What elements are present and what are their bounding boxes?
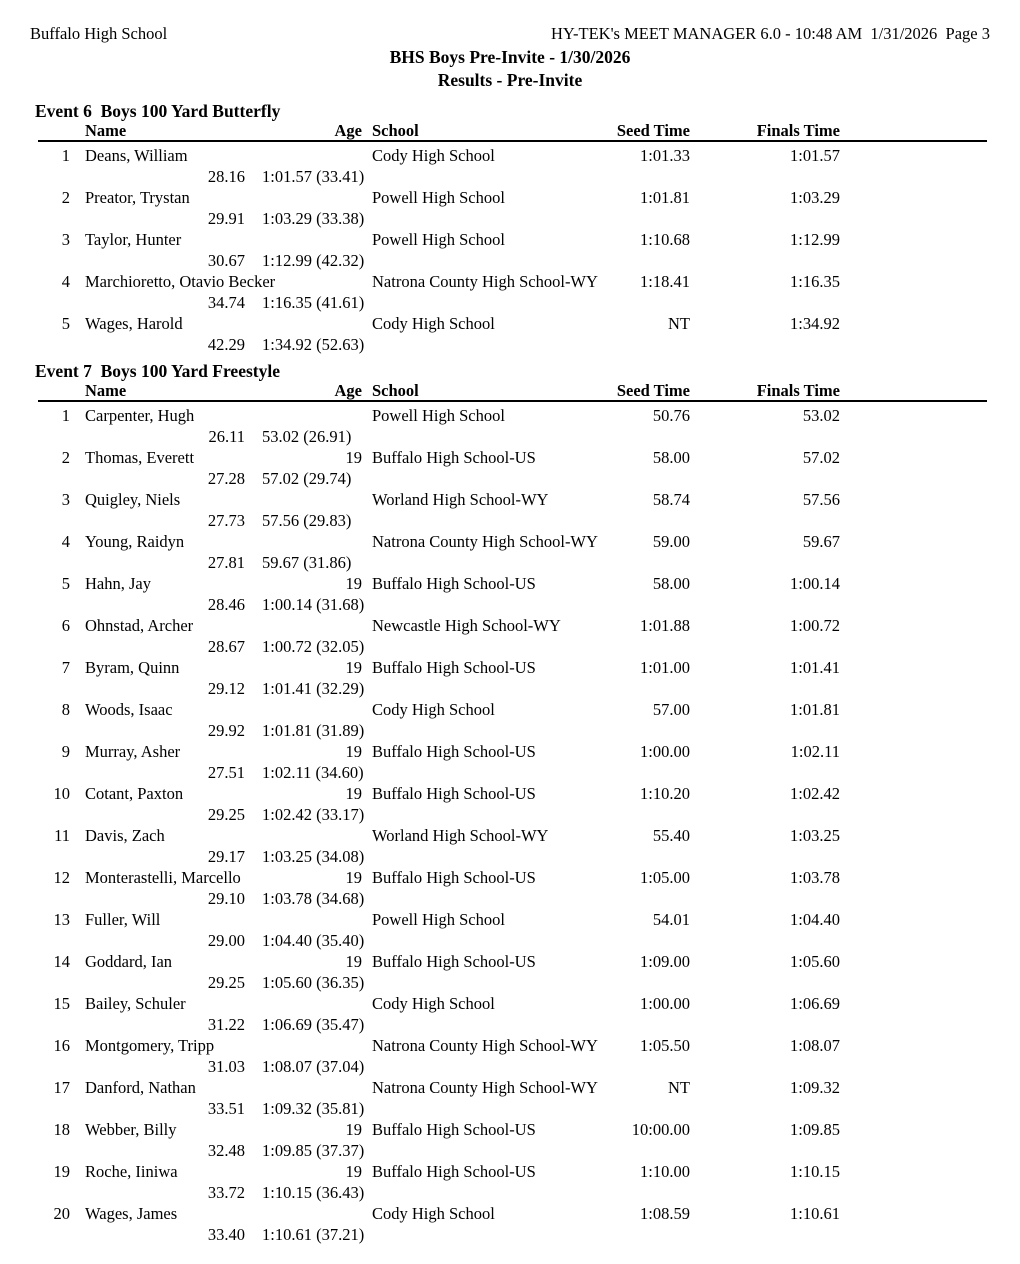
col-header-age: Age (334, 121, 362, 140)
place-cell: 3 (61, 490, 70, 509)
age-cell: 19 (345, 448, 362, 467)
result-row (0, 405, 1020, 426)
split-100: 1:03.29 (33.38) (262, 209, 365, 228)
place-cell: 19 (53, 1162, 70, 1181)
seed-time: 1:01.33 (640, 146, 690, 165)
swimmer-name: Hahn, Jay (85, 574, 151, 593)
swimmer-name: Cotant, Paxton (85, 784, 184, 803)
place-cell: 15 (53, 994, 70, 1013)
swimmer-name: Carpenter, Hugh (85, 406, 195, 425)
split-50: 29.10 (207, 889, 245, 908)
splits-row (0, 292, 1020, 313)
finals-time: 1:04.40 (790, 910, 840, 929)
splits-row (0, 1056, 1020, 1077)
split-50: 29.91 (207, 209, 245, 228)
place-cell: 12 (53, 868, 70, 887)
split-100: 1:03.25 (34.08) (262, 847, 365, 866)
place-cell: 4 (61, 532, 70, 551)
school-cell: Cody High School (372, 146, 495, 165)
splits-row (0, 930, 1020, 951)
seed-time: 58.74 (652, 490, 690, 509)
seed-time: 1:05.50 (640, 1036, 690, 1055)
split-50: 29.25 (207, 805, 245, 824)
splits-row (0, 762, 1020, 783)
result-row (0, 993, 1020, 1014)
school-cell: Buffalo High School-US (372, 742, 536, 761)
result-row (0, 615, 1020, 636)
school-cell: Natrona County High School-WY (372, 532, 598, 551)
result-row (0, 531, 1020, 552)
finals-time: 1:10.15 (790, 1162, 840, 1181)
split-50: 31.22 (207, 1015, 245, 1034)
splits-row (0, 552, 1020, 573)
split-100: 1:01.41 (32.29) (262, 679, 365, 698)
split-100: 1:16.35 (41.61) (262, 293, 365, 312)
school-cell: Natrona County High School-WY (372, 272, 598, 291)
splits-row (0, 1224, 1020, 1245)
finals-time: 53.02 (802, 406, 840, 425)
split-50: 26.11 (208, 427, 245, 446)
event-6-section (0, 100, 1020, 355)
place-cell: 6 (61, 616, 70, 635)
school-cell: Natrona County High School-WY (372, 1078, 598, 1097)
result-row (0, 187, 1020, 208)
split-100: 1:04.40 (35.40) (262, 931, 365, 950)
split-100: 1:01.81 (31.89) (262, 721, 365, 740)
seed-time: 1:18.41 (640, 272, 690, 291)
swimmer-name: Bailey, Schuler (85, 994, 186, 1013)
splits-row (0, 250, 1020, 271)
col-header-seed: Seed Time (616, 381, 690, 400)
splits-row (0, 334, 1020, 355)
split-50: 29.25 (207, 973, 245, 992)
finals-time: 1:09.85 (790, 1120, 840, 1139)
split-50: 29.92 (207, 721, 245, 740)
split-50: 33.51 (207, 1099, 245, 1118)
place-cell: 5 (61, 314, 70, 333)
place-cell: 8 (61, 700, 70, 719)
col-header-school: School (372, 381, 419, 400)
swimmer-name: Preator, Trystan (85, 188, 190, 207)
place-cell: 1 (61, 406, 70, 425)
splits-row (0, 636, 1020, 657)
split-50: 27.73 (207, 511, 245, 530)
split-100: 1:06.69 (35.47) (262, 1015, 365, 1034)
place-cell: 14 (53, 952, 70, 971)
splits-row (0, 1014, 1020, 1035)
age-cell: 19 (345, 1162, 362, 1181)
event-title: Event 6 Boys 100 Yard Butterfly (35, 101, 281, 121)
result-row (0, 1077, 1020, 1098)
swimmer-name: Fuller, Will (85, 910, 161, 929)
swimmer-name: Murray, Asher (85, 742, 181, 761)
result-row (0, 1203, 1020, 1224)
splits-row (0, 888, 1020, 909)
split-50: 28.16 (207, 167, 245, 186)
splits-row (0, 594, 1020, 615)
finals-time: 1:03.25 (790, 826, 840, 845)
place-cell: 17 (53, 1078, 70, 1097)
finals-time: 1:00.72 (790, 616, 840, 635)
swimmer-name: Webber, Billy (85, 1120, 177, 1139)
finals-time: 1:08.07 (790, 1036, 840, 1055)
split-100: 1:03.78 (34.68) (262, 889, 365, 908)
result-row (0, 867, 1020, 888)
age-cell: 19 (345, 574, 362, 593)
split-100: 1:10.61 (37.21) (262, 1225, 365, 1244)
split-100: 1:34.92 (52.63) (262, 335, 365, 354)
splits-row (0, 804, 1020, 825)
finals-time: 1:01.81 (790, 700, 840, 719)
split-100: 1:00.72 (32.05) (262, 637, 365, 656)
school-cell: Buffalo High School-US (372, 952, 536, 971)
school-cell: Powell High School (372, 230, 505, 249)
result-row (0, 699, 1020, 720)
header-rule (38, 140, 987, 142)
result-row (0, 573, 1020, 594)
school-cell: Worland High School-WY (372, 826, 549, 845)
col-header-name: Name (85, 381, 127, 400)
seed-time: 1:01.00 (640, 658, 690, 677)
split-50: 28.46 (207, 595, 245, 614)
result-row (0, 313, 1020, 334)
finals-time: 1:05.60 (790, 952, 840, 971)
school-cell: Cody High School (372, 1204, 495, 1223)
split-50: 34.74 (207, 293, 245, 312)
swimmer-name: Ohnstad, Archer (85, 616, 194, 635)
swimmer-name: Thomas, Everett (85, 448, 195, 467)
age-cell: 19 (345, 742, 362, 761)
split-100: 53.02 (26.91) (262, 427, 352, 446)
seed-time: 1:01.88 (640, 616, 690, 635)
split-100: 1:10.15 (36.43) (262, 1183, 365, 1202)
seed-time: 1:10.68 (640, 230, 690, 249)
seed-time: 1:00.00 (640, 994, 690, 1013)
swimmer-name: Montgomery, Tripp (85, 1036, 215, 1055)
split-100: 1:02.42 (33.17) (262, 805, 365, 824)
swimmer-name: Davis, Zach (85, 826, 165, 845)
finals-time: 1:10.61 (790, 1204, 840, 1223)
age-cell: 19 (345, 868, 362, 887)
place-cell: 3 (61, 230, 70, 249)
splits-row (0, 972, 1020, 993)
seed-time: 1:09.00 (640, 952, 690, 971)
result-row (0, 1035, 1020, 1056)
split-50: 27.51 (207, 763, 245, 782)
finals-time: 1:34.92 (790, 314, 840, 333)
seed-time: 57.00 (652, 700, 690, 719)
result-row (0, 657, 1020, 678)
finals-time: 1:03.78 (790, 868, 840, 887)
splits-row (0, 1140, 1020, 1161)
split-100: 1:09.85 (37.37) (262, 1141, 365, 1160)
seed-time: NT (668, 314, 690, 333)
place-cell: 16 (53, 1036, 70, 1055)
result-row (0, 909, 1020, 930)
school-cell: Newcastle High School-WY (372, 616, 561, 635)
splits-row (0, 1098, 1020, 1119)
place-cell: 13 (53, 910, 70, 929)
results-rows (0, 405, 1020, 1245)
finals-time: 1:09.32 (790, 1078, 840, 1097)
seed-time: 10:00.00 (631, 1120, 690, 1139)
seed-time: 1:00.00 (640, 742, 690, 761)
swimmer-name: Roche, Iiniwa (85, 1162, 178, 1181)
split-50: 29.00 (207, 931, 245, 950)
result-row (0, 271, 1020, 292)
finals-time: 57.56 (802, 490, 840, 509)
results-rows (0, 145, 1020, 355)
place-cell: 10 (53, 784, 70, 803)
swimmer-name: Byram, Quinn (85, 658, 180, 677)
splits-row (0, 468, 1020, 489)
age-cell: 19 (345, 952, 362, 971)
place-cell: 2 (61, 188, 70, 207)
school-cell: Buffalo High School-US (372, 784, 536, 803)
finals-time: 1:01.57 (790, 146, 840, 165)
finals-time: 1:03.29 (790, 188, 840, 207)
seed-time: 1:10.20 (640, 784, 690, 803)
school-cell: Powell High School (372, 406, 505, 425)
result-row (0, 1119, 1020, 1140)
split-50: 27.81 (207, 553, 245, 572)
finals-time: 59.67 (802, 532, 840, 551)
seed-time: 59.00 (652, 532, 690, 551)
split-50: 32.48 (207, 1141, 245, 1160)
seed-time: 1:10.00 (640, 1162, 690, 1181)
swimmer-name: Monterastelli, Marcello (85, 868, 241, 887)
finals-time: 57.02 (802, 448, 840, 467)
place-cell: 5 (61, 574, 70, 593)
finals-time: 1:02.42 (790, 784, 840, 803)
splits-row (0, 678, 1020, 699)
swimmer-name: Goddard, Ian (85, 952, 173, 971)
seed-time: 1:08.59 (640, 1204, 690, 1223)
split-100: 1:00.14 (31.68) (262, 595, 365, 614)
age-cell: 19 (345, 784, 362, 803)
result-row (0, 447, 1020, 468)
result-row (0, 145, 1020, 166)
split-100: 59.67 (31.86) (262, 553, 352, 572)
split-50: 27.28 (207, 469, 245, 488)
split-50: 33.40 (207, 1225, 245, 1244)
seed-time: NT (668, 1078, 690, 1097)
split-50: 33.72 (207, 1183, 245, 1202)
splits-row (0, 166, 1020, 187)
result-row (0, 1161, 1020, 1182)
place-cell: 11 (54, 826, 70, 845)
place-cell: 9 (61, 742, 70, 761)
place-cell: 18 (53, 1120, 70, 1139)
swimmer-name: Wages, James (85, 1204, 178, 1223)
finals-time: 1:00.14 (790, 574, 840, 593)
report-title: Results - Pre-Invite (437, 70, 583, 90)
col-header-seed: Seed Time (616, 121, 690, 140)
split-50: 29.17 (207, 847, 245, 866)
swimmer-name: Young, Raidyn (85, 532, 185, 551)
split-100: 57.02 (29.74) (262, 469, 352, 488)
split-50: 31.03 (207, 1057, 245, 1076)
school-cell: Powell High School (372, 910, 505, 929)
split-100: 57.56 (29.83) (262, 511, 352, 530)
place-cell: 4 (61, 272, 70, 291)
place-cell: 2 (61, 448, 70, 467)
meet-title: BHS Boys Pre-Invite - 1/30/2026 (389, 47, 631, 67)
swimmer-name: Danford, Nathan (85, 1078, 196, 1097)
seed-time: 54.01 (652, 910, 690, 929)
finals-time: 1:16.35 (790, 272, 840, 291)
finals-time: 1:12.99 (790, 230, 840, 249)
result-row (0, 951, 1020, 972)
result-row (0, 825, 1020, 846)
split-50: 29.12 (207, 679, 245, 698)
school-cell: Buffalo High School-US (372, 574, 536, 593)
splits-row (0, 1182, 1020, 1203)
col-header-age: Age (334, 381, 362, 400)
swimmer-name: Deans, William (85, 146, 188, 165)
school-cell: Natrona County High School-WY (372, 1036, 598, 1055)
seed-time: 58.00 (652, 448, 690, 467)
swimmer-name: Woods, Isaac (85, 700, 173, 719)
swimmer-name: Wages, Harold (85, 314, 183, 333)
seed-time: 1:05.00 (640, 868, 690, 887)
event-title: Event 7 Boys 100 Yard Freestyle (35, 361, 280, 381)
column-header-row (0, 382, 1020, 400)
place-cell: 7 (61, 658, 70, 677)
split-50: 28.67 (207, 637, 245, 656)
place-cell: 20 (53, 1204, 70, 1223)
school-cell: Cody High School (372, 994, 495, 1013)
school-cell: Buffalo High School-US (372, 658, 536, 677)
finals-time: 1:01.41 (790, 658, 840, 677)
school-cell: Cody High School (372, 700, 495, 719)
splits-row (0, 510, 1020, 531)
col-header-finals: Finals Time (756, 381, 840, 400)
place-cell: 1 (61, 146, 70, 165)
seed-time: 50.76 (652, 406, 690, 425)
col-header-name: Name (85, 121, 127, 140)
split-50: 30.67 (207, 251, 245, 270)
result-row (0, 783, 1020, 804)
event-7-section (0, 360, 1020, 1245)
school-cell: Worland High School-WY (372, 490, 549, 509)
col-header-finals: Finals Time (756, 121, 840, 140)
split-100: 1:09.32 (35.81) (262, 1099, 365, 1118)
swimmer-name: Quigley, Niels (85, 490, 181, 509)
splits-row (0, 208, 1020, 229)
school-cell: Cody High School (372, 314, 495, 333)
result-row (0, 741, 1020, 762)
split-100: 1:05.60 (36.35) (262, 973, 365, 992)
result-row (0, 489, 1020, 510)
software-credit: HY-TEK's MEET MANAGER 6.0 - 10:48 AM 1/31/2026 Page 3 (551, 24, 990, 43)
split-100: 1:08.07 (37.04) (262, 1057, 365, 1076)
splits-row (0, 426, 1020, 447)
seed-time: 1:01.81 (640, 188, 690, 207)
school-cell: Buffalo High School-US (372, 1162, 536, 1181)
result-row (0, 229, 1020, 250)
split-100: 1:12.99 (42.32) (262, 251, 365, 270)
school-cell: Buffalo High School-US (372, 868, 536, 887)
finals-time: 1:02.11 (790, 742, 840, 761)
school-cell: Buffalo High School-US (372, 1120, 536, 1139)
split-50: 42.29 (207, 335, 245, 354)
header-rule (38, 400, 987, 402)
swimmer-name: Marchioretto, Otavio Becker (85, 272, 276, 291)
swimmer-name: Taylor, Hunter (85, 230, 182, 249)
split-100: 1:02.11 (34.60) (262, 763, 364, 782)
splits-row (0, 846, 1020, 867)
column-header-row (0, 122, 1020, 140)
school-cell: Buffalo High School-US (372, 448, 536, 467)
seed-time: 55.40 (652, 826, 690, 845)
seed-time: 58.00 (652, 574, 690, 593)
finals-time: 1:06.69 (790, 994, 840, 1013)
age-cell: 19 (345, 658, 362, 677)
splits-row (0, 720, 1020, 741)
school-cell: Powell High School (372, 188, 505, 207)
host-school: Buffalo High School (30, 24, 168, 43)
split-100: 1:01.57 (33.41) (262, 167, 365, 186)
age-cell: 19 (345, 1120, 362, 1139)
col-header-school: School (372, 121, 419, 140)
